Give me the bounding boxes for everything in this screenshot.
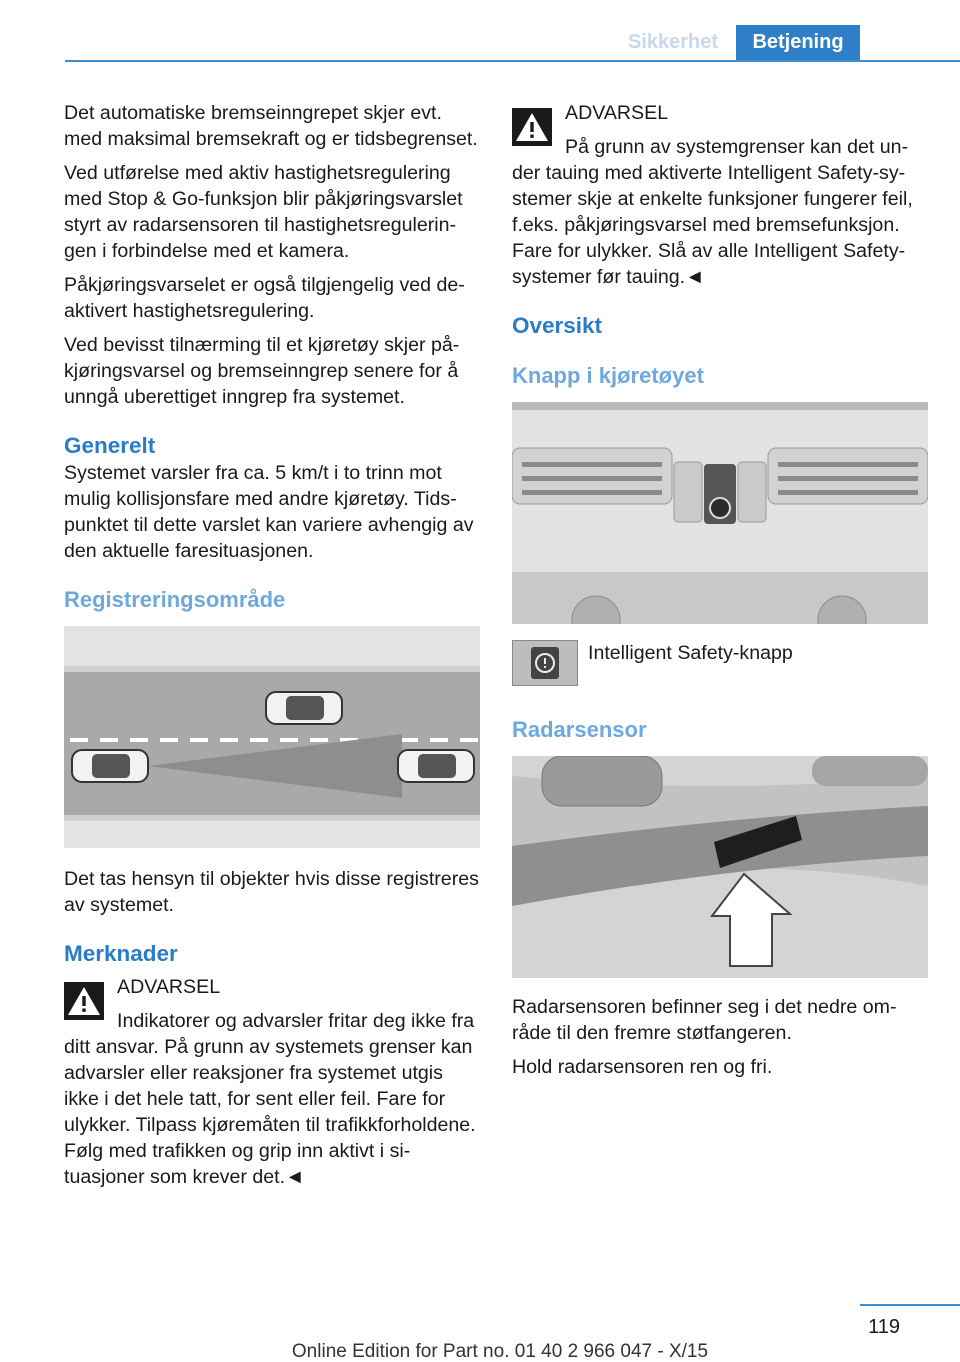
header-divider: [65, 60, 960, 62]
right-column: [512, 100, 928, 1088]
paragraph: Ved utførelse med aktiv hastighetsregulering med Stop & Go-funksjon blir påkjøringsvarslet styrt av radarsensoren til hastighetsreguleringen i forbindelse med et kamera.: [64, 162, 463, 262]
warning-title: ADVARSEL: [117, 976, 221, 998]
page-number: 119: [868, 1316, 900, 1338]
heading-merknader: Merknader: [64, 941, 178, 966]
heading-registreringsomrade: Registreringsområde: [64, 587, 286, 612]
warning-triangle-icon: [64, 982, 104, 1020]
warning-triangle-icon: [512, 108, 552, 146]
warning-block: [64, 974, 480, 1190]
detection-area-illustration: [64, 626, 480, 848]
paragraph: Det automatiske bremseinngrepet skjer evt. med maksimal bremsekraft og er tidsbegrenset.: [64, 102, 478, 150]
intelligent-safety-button-label: Intelligent Safety-knapp: [588, 642, 793, 664]
paragraph: Ved bevisst tilnærming til et kjøretøy skjer påkjøringsvarsel og bremseinngrep senere for å unngå uberettiget inngrep fra systemet.: [64, 334, 460, 408]
paragraph: Systemet varsler fra ca. 5 km/t i to trinn mot mulig kollisjonsfare med andre kjøretøy. Tidspunktet til dette varslet kan variere avhengig av den aktuelle faresituasjonen.: [64, 462, 474, 562]
tab-betjening[interactable]: Betjening: [736, 25, 860, 60]
heading-radarsensor: Radarsensor: [512, 717, 647, 742]
dashboard-button-photo: [512, 402, 928, 624]
intelligent-safety-button-icon: [512, 640, 578, 686]
tab-sikkerhet[interactable]: Sikkerhet: [612, 25, 734, 60]
paragraph: Det tas hensyn til objekter hvis disse registreres av systemet.: [64, 868, 479, 916]
warning-text: Indikatorer og advarsler fritar deg ikke fra ditt ansvar. På grunn av systemets grenser kan advarsler eller reaksjoner fra systemet utgis ikke i det hele tatt, for sent eller feil. Fare for ulykker. Tilpass kjøremåten til trafikkforholdene. Følg med trafikken og grip inn aktivt i situasjoner som krever det.◄: [64, 1010, 476, 1188]
paragraph: Påkjøringsvarselet er også tilgjengelig ved deaktivert hastighetsregulering.: [64, 274, 465, 322]
left-column: [64, 100, 480, 1190]
warning-block: [512, 100, 928, 290]
warning-text: På grunn av systemgrenser kan det under tauing med aktiverte Intelligent Safety-systemer skje at enkelte funksjoner fungerer feil, f.eks. påkjøringsvarsel med bremsefunksjon. Fare for ulykker. Slå av alle Intelligent Safety-systemer før tauing.◄: [512, 136, 913, 288]
footer-divider: [860, 1304, 960, 1306]
paragraph: Radarsensoren befinner seg i det nedre område til den fremre støtfangeren.: [512, 996, 897, 1044]
intelligent-safety-button-row: [512, 640, 928, 690]
heading-generelt: Generelt: [64, 433, 156, 458]
warning-title: ADVARSEL: [565, 102, 669, 124]
heading-oversikt: Oversikt: [512, 313, 603, 338]
edition-footer: Online Edition for Part no. 01 40 2 966 047 - X/15: [291, 1341, 709, 1362]
radar-sensor-photo: [512, 756, 928, 978]
heading-knapp-i-kjoretoyet: Knapp i kjøretøyet: [512, 363, 704, 388]
paragraph: Hold radarsensoren ren og fri.: [512, 1056, 773, 1078]
